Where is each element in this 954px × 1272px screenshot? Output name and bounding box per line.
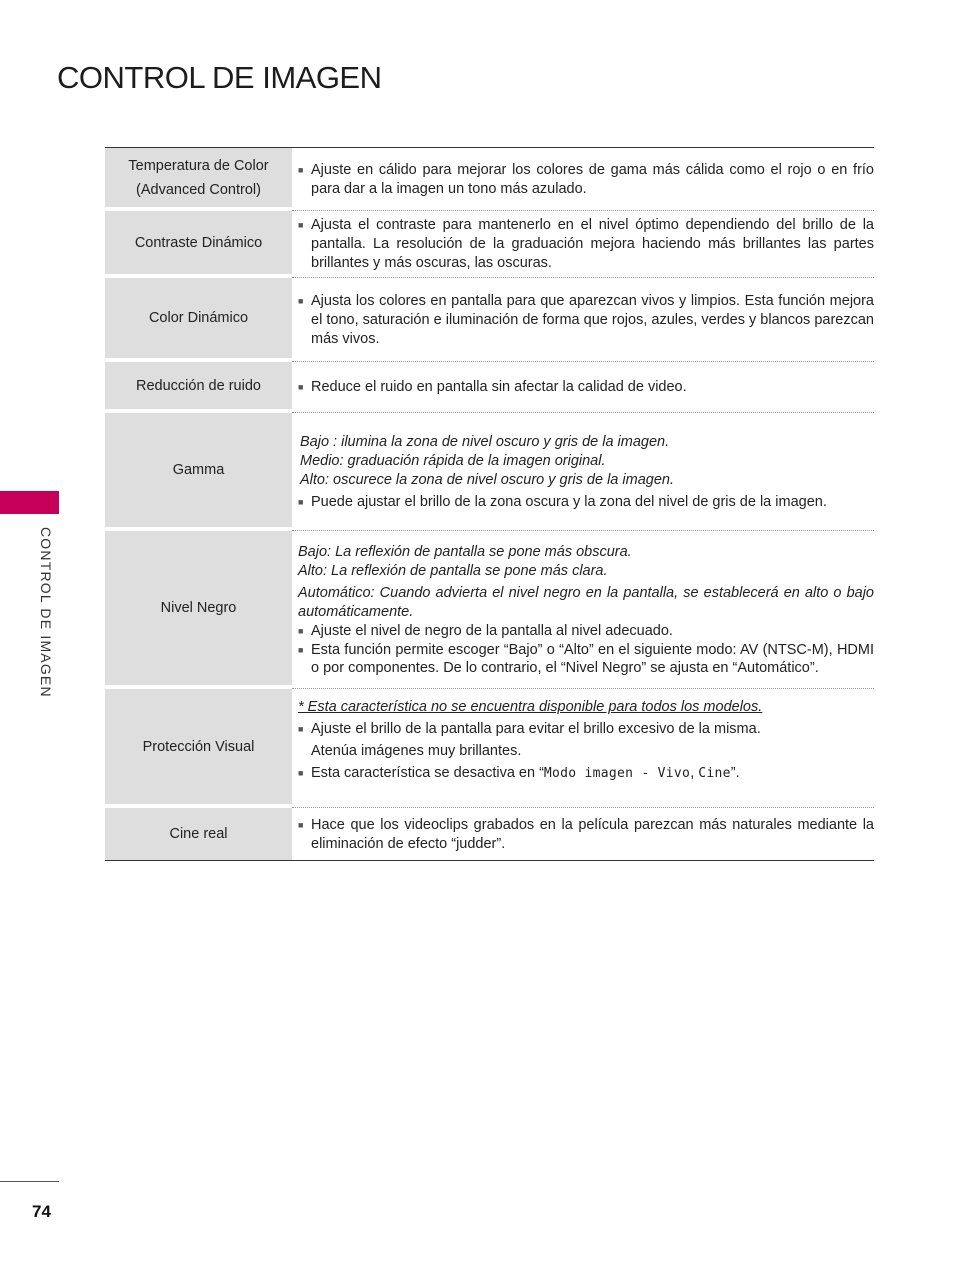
gamma-note: Alto: oscurece la zona de nivel oscuro y gris de la imagen. xyxy=(300,471,674,488)
black-level-note: Automático: Cuando advierta el nivel negro en la pantalla, se establecerá en alto o bajo automáticamente. xyxy=(298,585,874,620)
row-label-line: (Advanced Control) xyxy=(136,181,261,198)
gamma-note: Bajo : ilumina la zona de nivel oscuro y gris de la imagen. xyxy=(300,433,670,450)
gamma-note: Medio: graduación rápida de la imagen original. xyxy=(300,452,606,469)
square-bullet-icon: ■ xyxy=(298,496,304,507)
black-level-note: Alto: La reflexión de pantalla se pone más clara. xyxy=(298,563,608,579)
page-number: 74 xyxy=(32,1202,51,1221)
square-bullet-icon: ■ xyxy=(298,819,304,830)
page-title: CONTROL DE IMAGEN xyxy=(57,60,382,95)
bullet-continuation: Atenúa imágenes muy brillantes. xyxy=(311,743,522,759)
bullet-item: ■ Puede ajustar el brillo de la zona oscura y la zona del nivel de gris de la imagen. xyxy=(298,493,827,510)
section-tab xyxy=(0,491,59,514)
row-description xyxy=(292,148,874,211)
row-label: Nivel Negro xyxy=(105,531,292,689)
table-row xyxy=(105,413,874,531)
table-row xyxy=(105,808,874,860)
bullet-item: ■ Ajusta los colores en pantalla para que aparezcan vivos y limpios. Esta función mejora el tono, saturación e iluminación de forma que rojos, azules, verdes y blancos parezcan más vivos. xyxy=(298,292,874,347)
page-number-rule xyxy=(0,1181,59,1182)
square-bullet-icon: ■ xyxy=(298,768,304,778)
square-bullet-icon: ■ xyxy=(298,295,304,306)
row-description xyxy=(292,531,874,689)
bullet-item: ■ Ajuste en cálido para mejorar los colores de gama más cálida como el rojo o en frío para dar a la imagen un tono más azulado. xyxy=(298,161,874,197)
table-row xyxy=(105,689,874,808)
row-label-line: Temperatura de Color xyxy=(128,157,269,174)
feature-table xyxy=(105,147,874,861)
bullet-item: ■ Ajuste el nivel de negro de la pantalla al nivel adecuado. xyxy=(298,623,673,639)
square-bullet-icon: ■ xyxy=(298,645,304,655)
bullet-item: ■ Hace que los videoclips grabados en la película parezcan más naturales mediante la eliminación de efecto “judder”. xyxy=(298,816,874,852)
black-level-note: Bajo: La reflexión de pantalla se pone más obscura. xyxy=(298,544,632,560)
osd-text: Modo imagen - Vivo xyxy=(543,766,691,781)
bullet-item: ■ Ajuste el brillo de la pantalla para evitar el brillo excesivo de la misma. xyxy=(298,721,761,737)
table-row xyxy=(105,148,874,211)
square-bullet-icon: ■ xyxy=(298,626,304,636)
table-row xyxy=(105,278,874,362)
row-label: Color Dinámico xyxy=(105,278,292,362)
row-label: Protección Visual xyxy=(105,689,292,808)
table-row xyxy=(105,531,874,689)
row-description xyxy=(292,278,874,362)
row-label: Contraste Dinámico xyxy=(105,211,292,278)
square-bullet-icon: ■ xyxy=(298,382,304,392)
availability-note: * Esta característica no se encuentra disponible para todos los modelos. xyxy=(298,699,763,715)
section-side-label: CONTROL DE IMAGEN xyxy=(38,527,54,698)
bullet-item: ■ Esta característica se desactiva en “Modo imagen - Vivo, Cine”. xyxy=(298,765,740,781)
square-bullet-icon: ■ xyxy=(298,164,304,175)
row-description xyxy=(292,211,874,278)
row-label xyxy=(105,148,292,211)
row-label: Gamma xyxy=(105,413,292,531)
row-description xyxy=(292,689,874,808)
row-description xyxy=(292,413,874,531)
osd-text: Cine xyxy=(698,766,731,781)
bullet-item: ■ Ajusta el contraste para mantenerlo en el nivel óptimo dependiendo del brillo de la pantalla. La resolución de la graduación mejora haciendo más brillantes las partes brillantes y más oscuras, las oscuras. xyxy=(298,217,874,271)
square-bullet-icon: ■ xyxy=(298,724,304,734)
table-row xyxy=(105,362,874,413)
row-description xyxy=(292,362,874,413)
row-label: Reducción de ruido xyxy=(105,362,292,413)
row-label: Cine real xyxy=(105,808,292,860)
bullet-item: ■ Reduce el ruido en pantalla sin afectar la calidad de video. xyxy=(298,379,687,395)
table-row xyxy=(105,211,874,278)
row-description xyxy=(292,808,874,860)
bullet-item: ■ Esta función permite escoger “Bajo” o “Alto” en el siguiente modo: AV (NTSC-M), HDMI o por componentes. De lo contrario, el “Nivel Negro” se ajusta en “Automático”. xyxy=(298,642,874,676)
square-bullet-icon: ■ xyxy=(298,220,304,230)
